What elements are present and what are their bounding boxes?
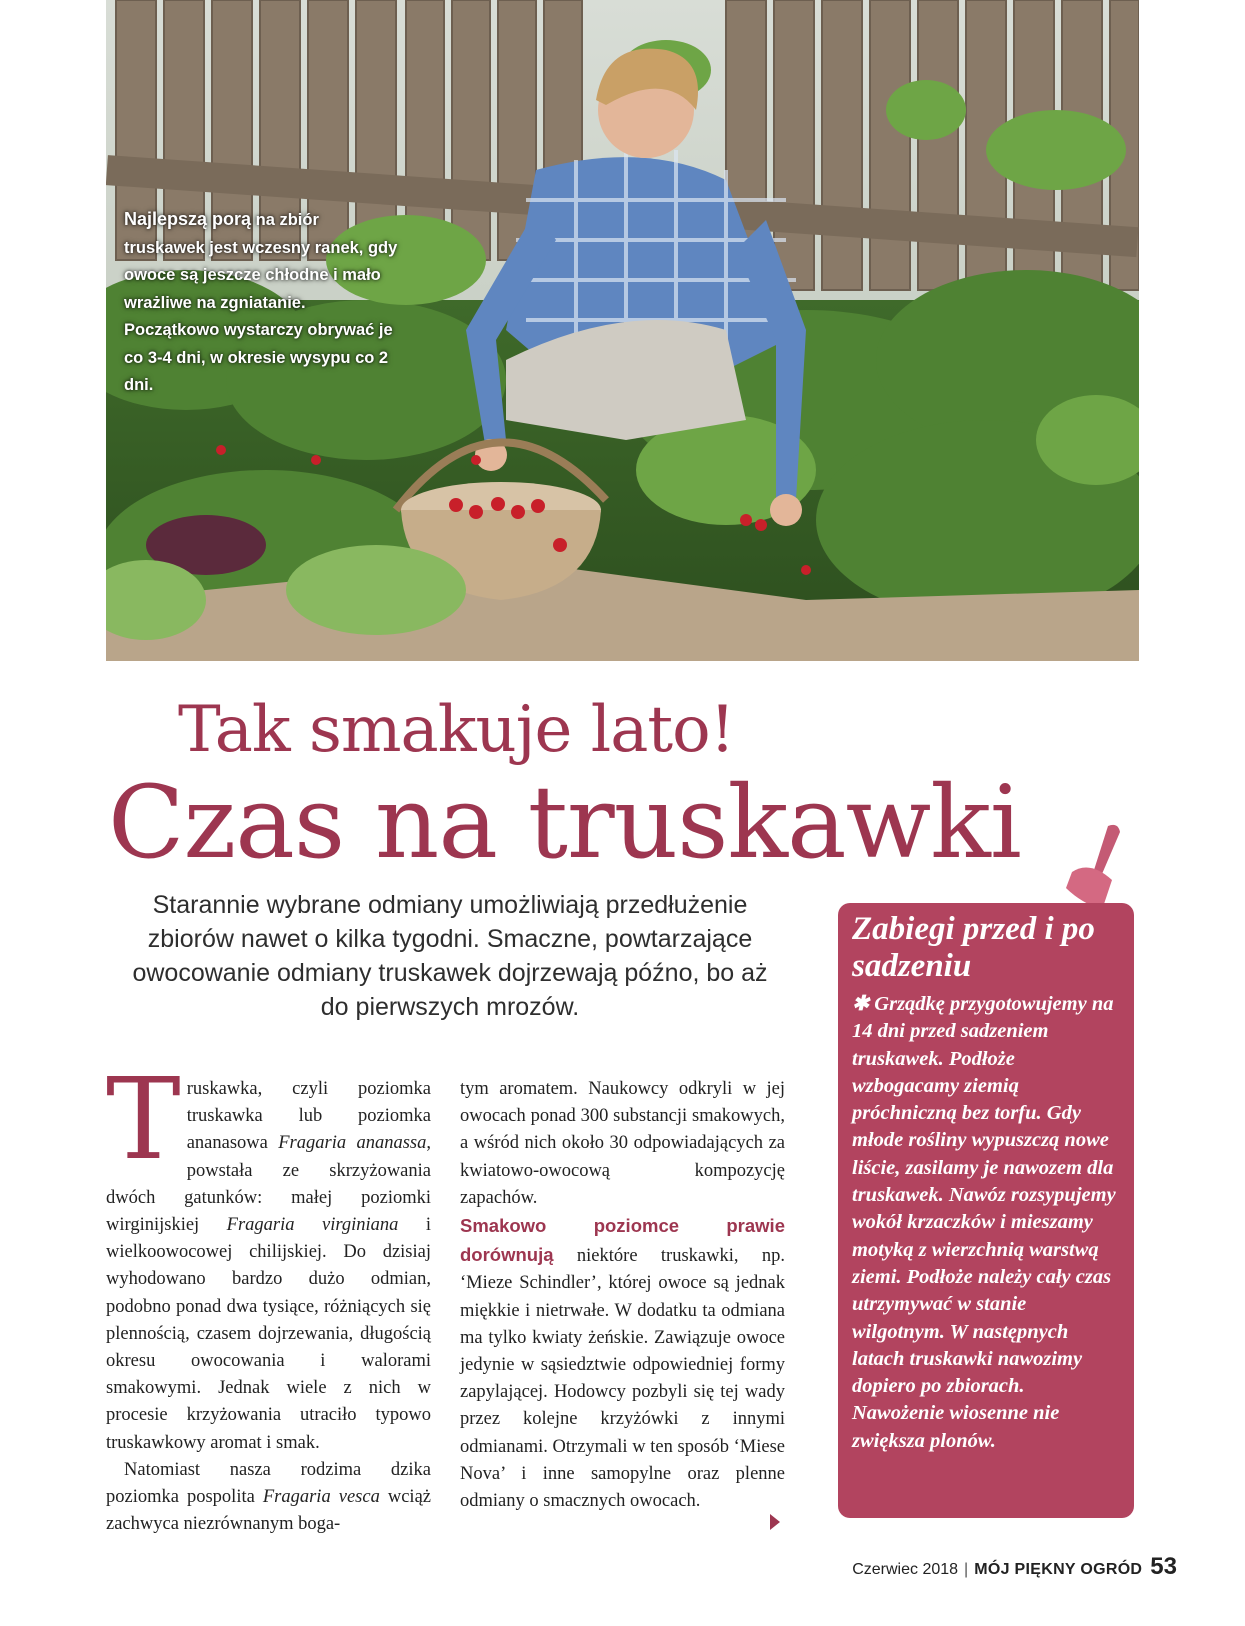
text-run: i wielkoowocowej chilijskiej. Do dzisiaj wyhodowano bardzo dużo odmian, podobno ponad dwa tysiące, różniących się plennością, czasem dojrzewania, długością okresu owocowania i walorami smakowymi. Jednak wiele z nich w procesie krzyżowania utraciło typowo truskawkowy aromat i smak.	[106, 1215, 432, 1453]
text-run: ruskawka, czyli poziomka truskawka lub poziomka ananasowa	[186, 1079, 431, 1154]
trowel-icon	[1050, 822, 1130, 912]
subhead-highlight: Smakowo poziomce prawie dorównują	[460, 1215, 785, 1266]
caption-lead: Najlepszą porą	[124, 209, 252, 229]
paragraph	[106, 1055, 432, 1457]
text-run: , powstała ze skrzyżowania dwóch gatunków: małej poziomki wirginijskiej	[106, 1133, 431, 1236]
paragraph: tym aromatem. Naukowcy odkryli w jej owocach ponad 300 substancji smakowych, a wśród nich około 30 odpowiadających za kwiatowo-owocową kompozycję zapachów.	[460, 1079, 785, 1208]
article-kicker: Tak smakuje lato!	[178, 693, 735, 767]
article-column-1	[106, 1055, 432, 1538]
text-run: wciąż zachwyca niezrównanym boga-	[106, 1487, 431, 1535]
paragraph	[106, 1457, 431, 1539]
issue-date: Czerwiec 2018	[852, 1561, 959, 1578]
photo-caption	[124, 206, 399, 400]
drop-cap: T	[106, 1055, 181, 1185]
magazine-name: MÓJ PIĘKNY OGRÓD	[974, 1561, 1143, 1578]
sidebar-box	[838, 903, 1134, 1518]
article-lead: Starannie wybrane odmiany umożliwiają przedłużenie zbiorów nawet o kilka tygodni. Smaczne, powtarzające owocowanie odmiany truskawek dojrzewają późno, bo aż do pierwszych mrozów.	[132, 891, 768, 1021]
page-number: 53	[1150, 1553, 1177, 1580]
latin-name: Fragaria virginiana	[226, 1215, 399, 1236]
article-headline: Czas na truskawki	[108, 764, 1021, 881]
text-run: Natomiast nasza rodzima dzika poziomka pospolita	[106, 1459, 431, 1508]
caption-text: na zbiór truskawek jest wczesny ranek, gdy owoce są jeszcze chłodne i mało wrażliwe na zgniatanie. Początkowo wystarczy obrywać je co 3-4 dni, w okresie wysypu co 2 dni.	[124, 211, 398, 394]
text-run: niektóre truskawki, np. ‘Mieze Schindler’, której owoce są jednak miękkie i nietrwałe. W dodatku ta odmiana ma tylko kwiaty żeńskie. Zawiązuje owoce jedynie w sąsiedztwie odpowiedniej formy zapylającej. Hodowcy pozbyli się tej wady przez kolejne krzyżówki z innymi odmianami. Otrzymali w ten sposób ‘Miese Nova’ i inne samopylne oraz plenne odmiany o smacznych owocach.	[460, 1246, 785, 1512]
article-column-2	[460, 1076, 785, 1515]
latin-name: Fragaria ananassa	[278, 1133, 427, 1154]
latin-name: Fragaria vesca	[262, 1487, 380, 1508]
sidebar-body: ✱ Grządkę przygotowujemy na 14 dni przed sadzeniem truskawek. Podłoże wzbogacamy ziemią próchniczną bez torfu. Gdy młode rośliny wypuszczą nowe liście, zasilamy je nawozem dla truskawek. Nawóz rozsypujemy wokół krzaczków i mieszamy motyką z wierzchnią warstwą ziemi. Podłoże należy cały czas utrzymywać w stanie wilgotnym. W następnych latach truskawki nawozimy dopiero po zbiorach. Nawożenie wiosenne nie zwiększa plonów.	[852, 993, 1116, 1452]
paragraph	[460, 1212, 785, 1515]
footer-separator: |	[964, 1561, 969, 1578]
sidebar-title: Zabiegi przed i po sadzeniu	[852, 911, 1095, 984]
page-footer	[852, 1553, 1177, 1581]
continue-arrow-icon	[770, 1514, 780, 1530]
